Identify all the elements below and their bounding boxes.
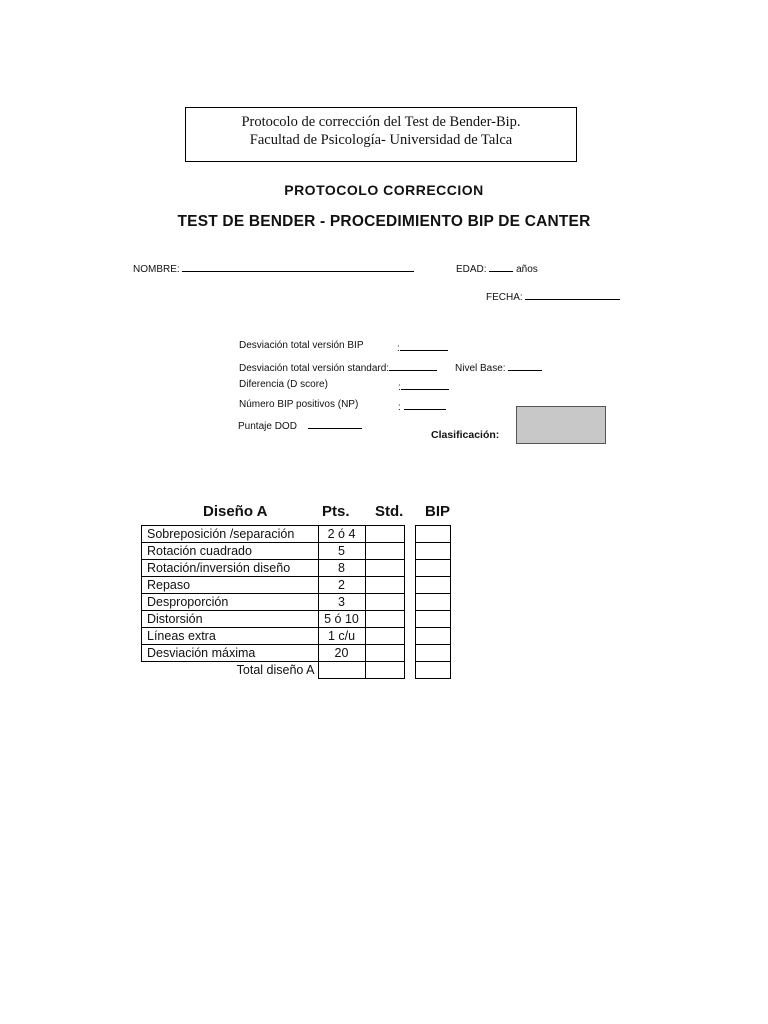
table-row: [142, 560, 451, 577]
bip-cell[interactable]: [415, 526, 450, 543]
row-label: Rotación/inversión diseño: [142, 560, 319, 577]
std-cell[interactable]: [365, 560, 404, 577]
bip-cell[interactable]: [415, 560, 450, 577]
name-field[interactable]: [133, 261, 414, 275]
column-gap: [404, 645, 415, 662]
std-cell[interactable]: [365, 594, 404, 611]
row-points: 8: [318, 560, 365, 577]
puntaje-dod-label: Puntaje DOD: [238, 421, 297, 432]
column-gap: [404, 526, 415, 543]
numero-bip-field[interactable]: [398, 399, 446, 413]
total-points-cell[interactable]: [318, 662, 365, 679]
column-gap: [404, 577, 415, 594]
name-line[interactable]: [182, 261, 414, 272]
std-cell[interactable]: [365, 577, 404, 594]
name-label: NOMBRE:: [133, 264, 180, 275]
total-label: Total diseño A: [142, 662, 319, 679]
numero-bip-label: Número BIP positivos (NP): [239, 399, 359, 410]
table-row: [142, 526, 451, 543]
row-points: 5 ó 10: [318, 611, 365, 628]
row-label: Repaso: [142, 577, 319, 594]
date-label: FECHA:: [486, 292, 523, 303]
std-cell[interactable]: [365, 526, 404, 543]
row-points: 5: [318, 543, 365, 560]
row-points: 2 ó 4: [318, 526, 365, 543]
row-label: Desviación máxima: [142, 645, 319, 662]
table-header-design: Diseño A: [203, 503, 268, 520]
desv-std-line[interactable]: [389, 360, 437, 371]
bip-cell[interactable]: [415, 543, 450, 560]
desv-bip-line[interactable]: [400, 340, 448, 351]
table-header-bip: BIP: [425, 503, 451, 520]
clasificacion-box[interactable]: [516, 406, 606, 444]
diferencia-field[interactable]: [398, 379, 449, 393]
column-gap: [404, 628, 415, 645]
std-cell[interactable]: [365, 645, 404, 662]
desv-bip-colon: :: [397, 343, 400, 354]
row-label: Líneas extra: [142, 628, 319, 645]
row-points: 3: [318, 594, 365, 611]
row-label: Rotación cuadrado: [142, 543, 319, 560]
total-row: [142, 662, 451, 679]
table-row: [142, 628, 451, 645]
protocol-title: PROTOCOLO CORRECCION: [284, 182, 484, 198]
std-cell[interactable]: [365, 628, 404, 645]
header-line-1: Protocolo de corrección del Test de Bender-Bip.: [241, 114, 521, 130]
column-gap: [404, 662, 415, 679]
age-field[interactable]: [456, 261, 538, 275]
age-label: EDAD:: [456, 264, 487, 275]
total-bip-cell[interactable]: [415, 662, 450, 679]
table-row: [142, 645, 451, 662]
bip-cell[interactable]: [415, 611, 450, 628]
row-points: 20: [318, 645, 365, 662]
table-header-pts: Pts.: [322, 503, 350, 520]
desv-bip-field[interactable]: [397, 340, 448, 354]
table-row: [142, 594, 451, 611]
numero-bip-colon: :: [398, 402, 401, 413]
row-points: 2: [318, 577, 365, 594]
date-field[interactable]: [486, 289, 620, 303]
puntaje-dod-field[interactable]: [238, 418, 362, 432]
desv-bip-label: Desviación total versión BIP: [239, 340, 364, 351]
diferencia-label: Diferencia (D score): [239, 379, 328, 390]
row-label: Distorsión: [142, 611, 319, 628]
table-row: [142, 577, 451, 594]
clasificacion-label: Clasificación:: [431, 429, 500, 441]
column-gap: [404, 543, 415, 560]
row-points: 1 c/u: [318, 628, 365, 645]
years-label: años: [516, 264, 538, 275]
nivel-base-field[interactable]: [455, 360, 542, 374]
header-box: [185, 107, 577, 162]
date-line[interactable]: [525, 289, 620, 300]
row-label: Sobreposición /separación: [142, 526, 319, 543]
bip-cell[interactable]: [415, 628, 450, 645]
column-gap: [404, 594, 415, 611]
test-title: TEST DE BENDER - PROCEDIMIENTO BIP DE CANTER: [177, 213, 591, 230]
std-cell[interactable]: [365, 543, 404, 560]
column-gap: [404, 611, 415, 628]
row-label: Desproporción: [142, 594, 319, 611]
bip-cell[interactable]: [415, 645, 450, 662]
total-std-cell[interactable]: [365, 662, 404, 679]
nivel-base-label: Nivel Base:: [455, 363, 506, 374]
bip-cell[interactable]: [415, 577, 450, 594]
table-row: [142, 611, 451, 628]
desv-std-label: Desviación total versión standard:: [239, 363, 390, 374]
diferencia-colon: :: [398, 382, 401, 393]
std-cell[interactable]: [365, 611, 404, 628]
puntaje-dod-line[interactable]: [308, 418, 362, 429]
desv-std-field[interactable]: [239, 360, 437, 374]
nivel-base-line[interactable]: [508, 360, 542, 371]
table-row: [142, 543, 451, 560]
column-gap: [404, 560, 415, 577]
age-line[interactable]: [489, 261, 513, 272]
table-header-std: Std.: [375, 503, 404, 520]
bip-cell[interactable]: [415, 594, 450, 611]
diferencia-line[interactable]: [401, 379, 449, 390]
header-line-2: Facultad de Psicología- Universidad de Talca: [249, 132, 513, 148]
design-a-table: [141, 525, 451, 679]
numero-bip-line[interactable]: [404, 399, 446, 410]
